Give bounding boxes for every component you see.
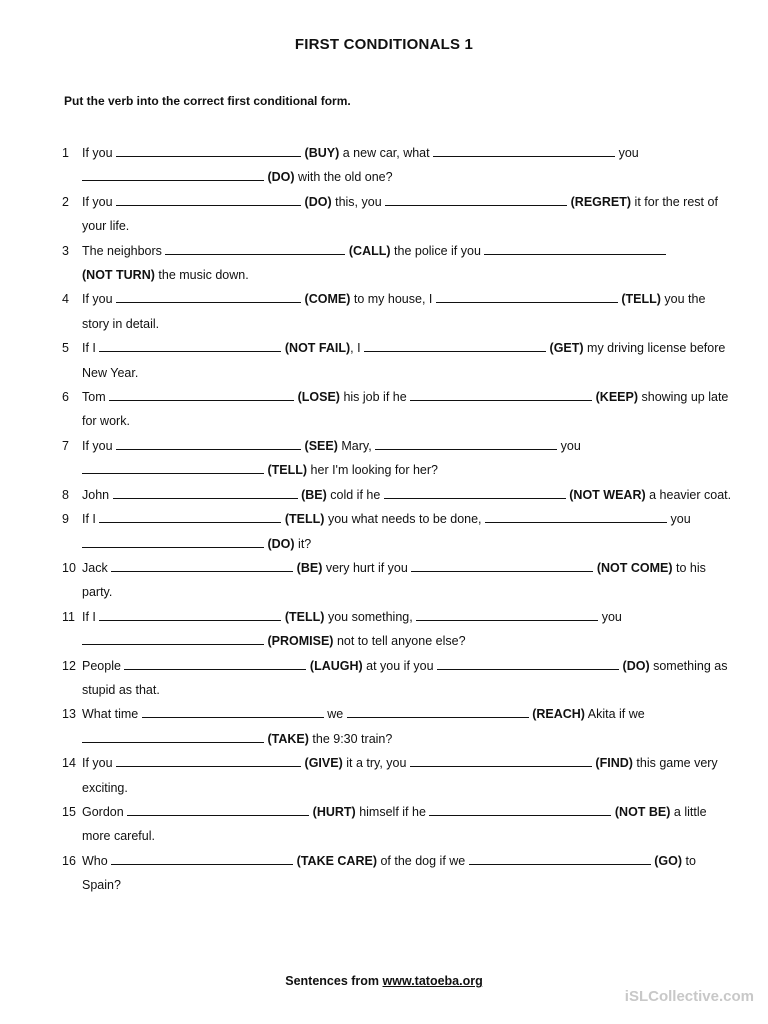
item-text: it? — [298, 536, 312, 551]
verb-cue: (NOT WEAR) — [569, 487, 646, 502]
item-text: himself if he — [359, 804, 426, 819]
answer-blank[interactable] — [429, 801, 611, 816]
answer-blank[interactable] — [384, 484, 566, 499]
exercise-item-15 — [62, 800, 732, 849]
item-number: 10 — [62, 560, 76, 575]
verb-cue: (LOSE) — [297, 390, 340, 405]
item-text: it a try, you — [346, 756, 407, 771]
item-text: If I — [82, 341, 96, 356]
footer-prefix: Sentences from — [285, 974, 383, 988]
answer-blank[interactable] — [347, 703, 529, 718]
verb-cue: (FIND) — [595, 756, 633, 771]
verb-cue: (BUY) — [304, 146, 340, 160]
answer-blank[interactable] — [82, 166, 264, 181]
item-text: If you — [82, 292, 113, 307]
item-text: Jack — [82, 560, 108, 575]
verb-cue: (DO) — [622, 658, 650, 673]
item-number: 12 — [62, 658, 76, 673]
answer-blank[interactable] — [82, 630, 264, 645]
verb-cue: (TAKE) — [267, 731, 309, 746]
item-number: 11 — [62, 609, 75, 624]
verb-cue: (DO) — [267, 170, 295, 185]
answer-blank[interactable] — [436, 288, 618, 303]
item-text: showing up late for work. — [82, 390, 729, 429]
answer-blank[interactable] — [99, 606, 281, 621]
item-text: If you — [82, 756, 113, 771]
verb-cue: (BE) — [296, 560, 323, 575]
verb-cue: (TELL) — [284, 512, 325, 527]
exercise-item-7 — [62, 434, 732, 483]
item-text: something as stupid as that. — [82, 658, 728, 697]
item-number: 15 — [62, 804, 76, 819]
verb-cue: (TAKE CARE) — [296, 853, 377, 868]
item-text: Gordon — [82, 804, 124, 819]
item-number: 8 — [62, 487, 69, 502]
verb-cue: (GO) — [654, 853, 683, 868]
answer-blank[interactable] — [375, 435, 557, 450]
answer-blank[interactable] — [484, 240, 666, 255]
exercise-item-14 — [62, 751, 732, 800]
answer-blank[interactable] — [99, 337, 281, 352]
item-text: it for the rest of your life. — [82, 194, 718, 234]
item-text: you the story in detail. — [82, 292, 706, 331]
item-text: a heavier coat. — [649, 487, 732, 502]
exercise-item-4 — [62, 287, 732, 336]
verb-cue: (NOT COME) — [596, 560, 673, 575]
tatoeba-link[interactable]: www.tatoeba.org — [382, 974, 483, 988]
item-text: the police if you — [394, 243, 481, 258]
item-text: very hurt if you — [325, 560, 408, 575]
verb-cue: (TELL) — [621, 292, 661, 307]
item-text: with the old one? — [298, 170, 393, 185]
answer-blank[interactable] — [113, 484, 298, 499]
item-text: a new car, what — [342, 146, 430, 160]
item-text: at you if you — [366, 658, 434, 673]
item-text: If I — [82, 609, 96, 624]
item-text: to Spain? — [82, 853, 696, 893]
answer-blank[interactable] — [364, 337, 546, 352]
answer-blank[interactable] — [437, 655, 619, 670]
answer-blank[interactable] — [416, 606, 598, 621]
item-text: a little more careful. — [82, 804, 707, 844]
item-number: 14 — [62, 756, 76, 771]
answer-blank[interactable] — [433, 142, 615, 157]
verb-cue: (HURT) — [312, 804, 356, 819]
item-text: this game very exciting. — [82, 756, 718, 795]
verb-cue: (PROMISE) — [267, 634, 334, 649]
exercise-item-10 — [62, 556, 732, 605]
page-title: FIRST CONDITIONALS 1 — [294, 36, 474, 53]
verb-cue: (LAUGH) — [309, 658, 363, 673]
item-text: this, you — [335, 194, 382, 209]
verb-cue: (NOT TURN) — [82, 268, 155, 283]
item-text: the 9:30 train? — [312, 731, 393, 746]
answer-blank[interactable] — [116, 752, 301, 767]
answer-blank[interactable] — [82, 728, 264, 743]
item-text: you — [670, 512, 691, 527]
item-text: People — [82, 658, 121, 673]
verb-cue: (BE) — [301, 487, 327, 502]
item-text: Tom — [82, 390, 106, 405]
answer-blank[interactable] — [469, 850, 651, 865]
verb-cue: (COME) — [304, 292, 351, 307]
answer-blank[interactable] — [485, 508, 667, 523]
item-text: not to tell anyone else? — [336, 634, 466, 649]
item-text: his job if he — [343, 390, 407, 405]
item-text: the music down. — [158, 268, 249, 283]
exercise-item-9 — [62, 507, 732, 556]
answer-blank[interactable] — [116, 142, 301, 157]
exercise-item-8 — [62, 483, 732, 507]
item-text: cold if he — [330, 487, 381, 502]
item-number: 6 — [62, 390, 69, 405]
verb-cue: (SEE) — [304, 438, 338, 453]
answer-blank[interactable] — [124, 655, 306, 670]
item-text: we — [327, 707, 344, 722]
answer-blank[interactable] — [165, 240, 345, 255]
item-text: her I'm looking for her? — [310, 463, 438, 478]
item-text: If I — [82, 512, 96, 527]
verb-cue: (GIVE) — [304, 756, 343, 771]
verb-cue: (CALL) — [348, 243, 391, 258]
item-text: John — [82, 487, 110, 502]
verb-cue: (REACH) — [532, 707, 585, 722]
exercise-item-2 — [62, 190, 732, 239]
answer-blank[interactable] — [116, 435, 301, 450]
answer-blank[interactable] — [127, 801, 309, 816]
item-text: Akita if we — [587, 707, 645, 722]
exercise-item-3 — [62, 239, 732, 288]
item-text: you — [618, 146, 639, 160]
footer-credit — [0, 974, 768, 988]
answer-blank[interactable] — [411, 557, 593, 572]
answer-blank[interactable] — [82, 533, 264, 548]
item-number: 9 — [62, 512, 69, 527]
verb-cue: (GET) — [549, 341, 584, 356]
answer-blank[interactable] — [82, 459, 264, 474]
item-number: 16 — [62, 853, 76, 868]
answer-blank[interactable] — [410, 752, 592, 767]
exercise-item-1 — [62, 141, 732, 190]
item-text: If you — [82, 146, 113, 160]
exercise-item-16 — [62, 849, 732, 898]
item-text: If you — [82, 194, 113, 209]
answer-blank[interactable] — [410, 386, 592, 401]
item-text: , I — [350, 341, 361, 356]
item-text: to his party. — [82, 560, 706, 600]
item-number: 7 — [62, 438, 69, 453]
exercise-item-12 — [62, 654, 732, 703]
answer-blank[interactable] — [116, 288, 301, 303]
verb-cue: (TELL) — [284, 609, 325, 624]
answer-blank[interactable] — [116, 191, 301, 206]
item-text: If you — [82, 438, 113, 453]
exercise-list — [62, 141, 732, 898]
item-number: 1 — [62, 146, 69, 160]
exercise-item-5 — [62, 336, 732, 385]
verb-cue: (TELL) — [267, 463, 308, 478]
verb-cue: (NOT BE) — [614, 804, 671, 819]
item-text: The neighbors — [82, 243, 162, 258]
item-text: my driving license before New Year. — [82, 341, 726, 380]
answer-blank[interactable] — [385, 191, 567, 206]
watermark-logo: iSLCollective.com — [624, 988, 754, 1005]
item-text: What time — [82, 707, 139, 722]
item-text: you — [601, 609, 622, 624]
item-number: 5 — [62, 341, 69, 356]
item-number: 3 — [62, 243, 69, 258]
verb-cue: (KEEP) — [595, 390, 639, 405]
item-text: Who — [82, 853, 108, 868]
exercise-item-13 — [62, 702, 732, 751]
answer-blank[interactable] — [99, 508, 281, 523]
answer-blank[interactable] — [109, 386, 294, 401]
item-text: you something, — [327, 609, 413, 624]
verb-cue: (NOT FAIL) — [284, 341, 351, 356]
answer-blank[interactable] — [111, 557, 293, 572]
verb-cue: (REGRET) — [570, 194, 632, 209]
item-text: you what needs to be done, — [327, 512, 482, 527]
instructions: Put the verb into the correct first conditional form. — [64, 94, 351, 108]
answer-blank[interactable] — [111, 850, 293, 865]
verb-cue: (DO) — [304, 194, 332, 209]
item-number: 4 — [62, 292, 69, 307]
item-number: 2 — [62, 194, 69, 209]
item-number: 13 — [62, 707, 76, 722]
item-text: Mary, — [341, 438, 372, 453]
verb-cue: (DO) — [267, 536, 295, 551]
item-text: you — [560, 438, 581, 453]
answer-blank[interactable] — [142, 703, 324, 718]
item-text: of the dog if we — [380, 853, 466, 868]
exercise-item-6 — [62, 385, 732, 434]
item-text: to my house, I — [353, 292, 433, 307]
exercise-item-11 — [62, 605, 732, 654]
